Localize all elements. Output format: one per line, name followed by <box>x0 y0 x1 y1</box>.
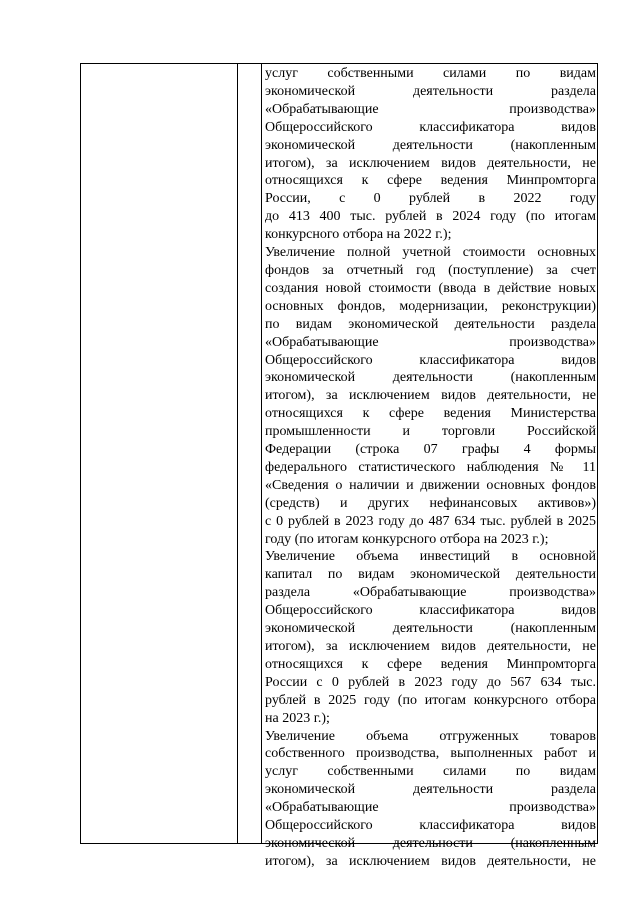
text-line: конкурсного отбора на 2022 г.); <box>265 227 452 243</box>
text-line: федерального статистического наблюдения № 11 <box>265 459 596 475</box>
text-line: (средств) и других нефинансовых активов») <box>265 495 596 511</box>
column-divider <box>261 64 262 843</box>
text-line: Общероссийского классификатора видов <box>265 352 596 368</box>
indicator-paragraph <box>265 728 596 871</box>
text-line: экономической деятельности (накопленным <box>265 370 596 386</box>
text-line: фондов за отчетный год (поступление) за счет <box>265 262 596 278</box>
text-line: с 0 рублей в 2023 году до 487 634 тыс. рублей в 2025 <box>265 513 596 529</box>
column-divider <box>237 64 238 843</box>
indicator-paragraph <box>265 65 596 244</box>
text-line: экономической деятельности раздела <box>265 782 596 798</box>
text-line: на 2023 г.); <box>265 710 330 726</box>
text-line: создания новой стоимости (ввода в действие новых <box>265 280 596 296</box>
text-line: Общероссийского классификатора видов <box>265 818 596 834</box>
text-line: «Сведения о наличии и движении основных фондов <box>265 477 596 493</box>
text-line: рублей в 2025 году (по итогам конкурсного отбора <box>265 692 596 708</box>
document-table <box>80 63 598 869</box>
text-line: году (по итогам конкурсного отбора на 2023 г.); <box>265 531 549 547</box>
text-line: итогом), за исключением видов деятельности, не <box>265 639 596 654</box>
text-line: раздела «Обрабатывающие производства» <box>265 585 596 601</box>
text-line: до 413 400 тыс. рублей в 2024 году (по итогам <box>265 209 596 225</box>
text-line: «Обрабатывающие производства» <box>265 334 596 350</box>
indicator-paragraph <box>265 244 596 548</box>
text-line: Федерации (строка 07 графы 4 формы <box>265 442 596 458</box>
text-line: промышленности и торговли Российской <box>265 424 596 440</box>
text-line: итогом), за исключением видов деятельности, не <box>265 155 596 171</box>
text-line: услуг собственными силами по видам <box>265 66 596 81</box>
text-line: России, с 0 рублей в 2022 году <box>265 191 596 207</box>
text-line: Общероссийского классификатора видов <box>265 603 596 619</box>
text-line: экономической деятельности (накопленным <box>265 621 596 637</box>
text-line: Увеличение полной учетной стоимости основных <box>265 245 596 261</box>
indicators-cell <box>265 65 596 871</box>
text-line: «Обрабатывающие производства» <box>265 101 596 117</box>
text-line: капитал по видам экономической деятельности <box>265 567 596 583</box>
indicator-paragraph <box>265 548 596 727</box>
text-line: основных фондов, модернизации, реконструкции) <box>265 298 596 314</box>
text-line: по видам экономической деятельности раздела <box>265 316 596 332</box>
text-line: относящихся к сфере ведения Минпромторга <box>265 173 596 189</box>
text-line: относящихся к сфере ведения Минпромторга <box>265 656 596 672</box>
text-line: собственного производства, выполненных работ и <box>265 746 596 762</box>
text-line: итогом), за исключением видов деятельности, не <box>265 388 596 404</box>
text-line: «Обрабатывающие производства» <box>265 800 596 816</box>
text-line: услуг собственными силами по видам <box>265 764 596 780</box>
text-line: экономической деятельности раздела <box>265 83 596 99</box>
text-line: Увеличение объема отгруженных товаров <box>265 728 596 744</box>
text-line: Увеличение объема инвестиций в основной <box>265 549 596 565</box>
text-line: относящихся к сфере ведения Министерства <box>265 406 596 422</box>
text-line: Общероссийского классификатора видов <box>265 119 596 135</box>
text-line: экономической деятельности (накопленным <box>265 835 596 851</box>
text-line: итогом), за исключением видов деятельности, не <box>265 853 596 869</box>
text-line: экономической деятельности (накопленным <box>265 137 596 153</box>
text-line: России с 0 рублей в 2023 году до 567 634 тыс. <box>265 674 596 690</box>
